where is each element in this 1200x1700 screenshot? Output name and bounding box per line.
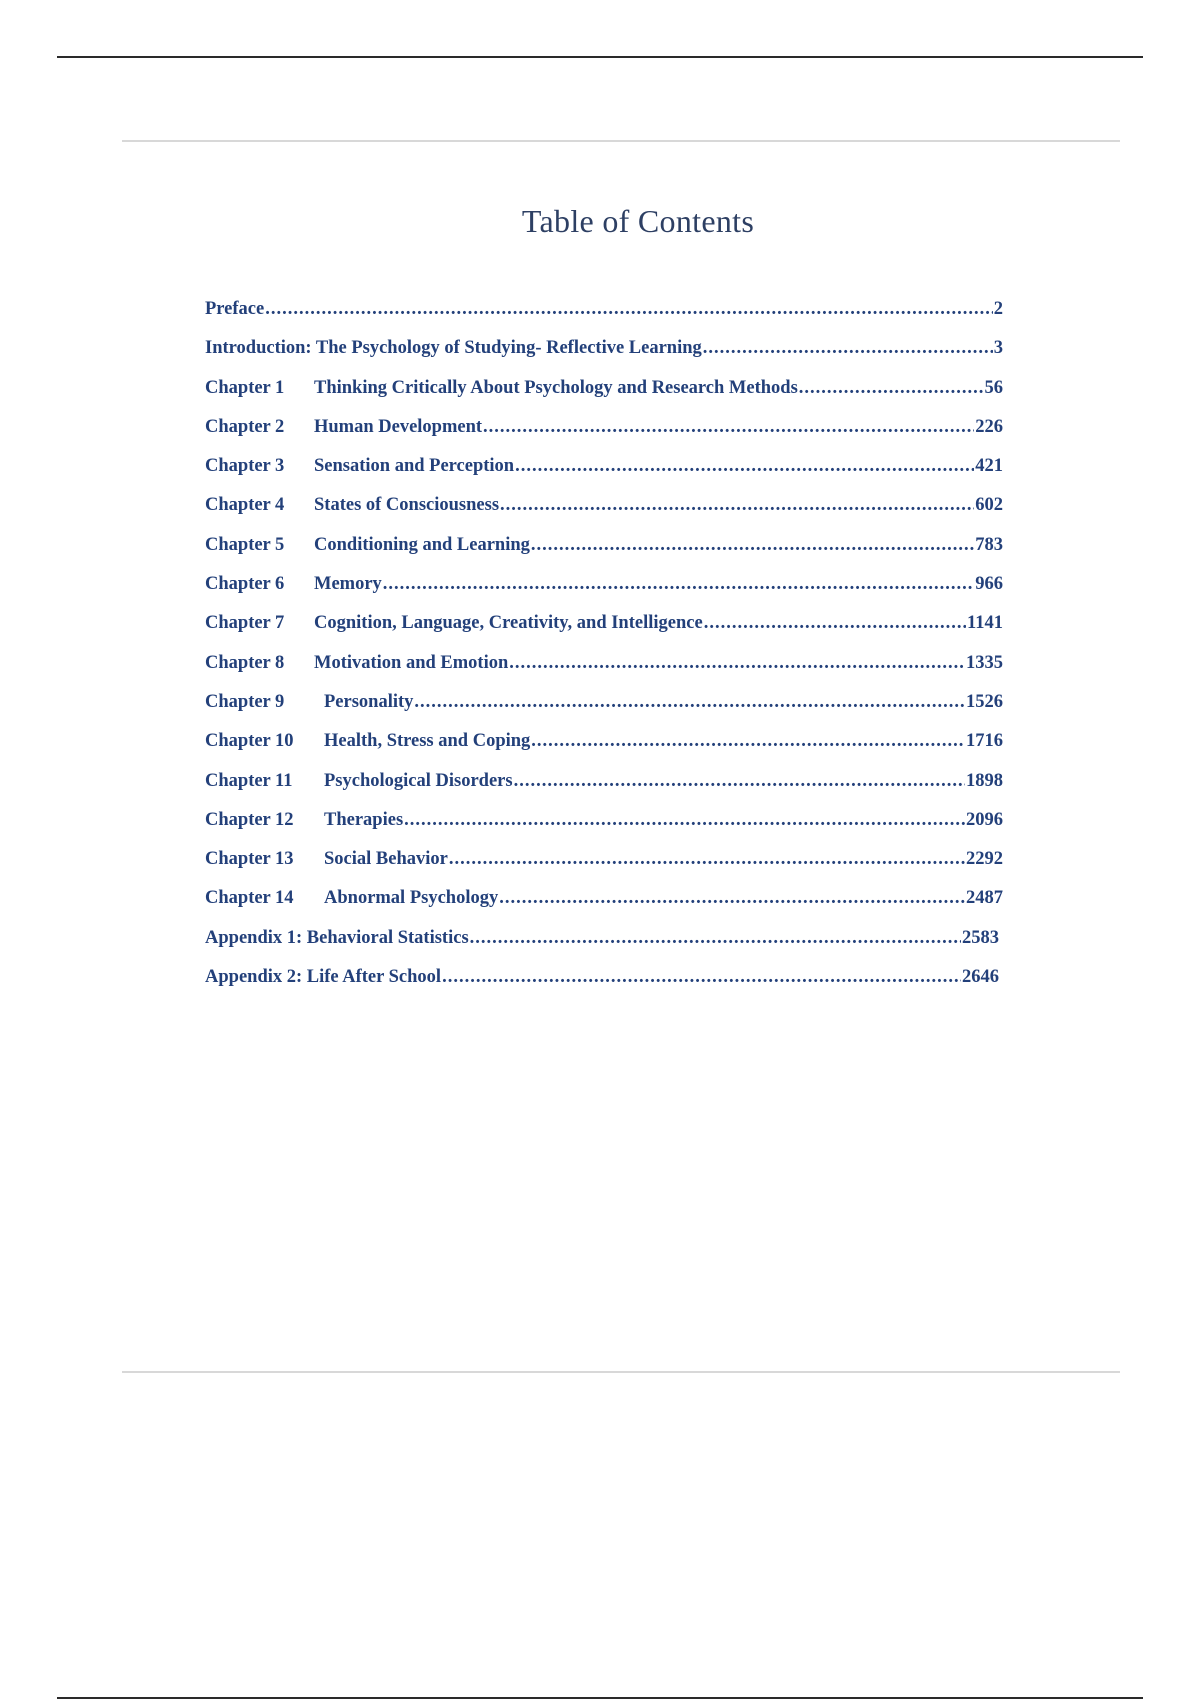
dot-leader	[404, 811, 965, 830]
toc-entry-label	[205, 379, 798, 398]
toc-chapter-number: Chapter 12	[205, 809, 294, 830]
toc-page-number: 2487	[966, 888, 1003, 909]
toc-entry-title: Personality	[324, 691, 414, 712]
toc-entry-label	[205, 811, 403, 830]
toc-page-number: 1526	[966, 691, 1003, 712]
toc-entry-introduction[interactable]	[205, 339, 1003, 378]
toc-chapter-number: Chapter 10	[205, 731, 294, 752]
toc-page-number: 226	[975, 416, 1003, 437]
dot-leader	[483, 418, 974, 437]
toc-entry-chapter-12[interactable]	[205, 811, 1003, 850]
toc-page-number: 1898	[966, 770, 1003, 791]
toc-entry-label	[205, 300, 264, 319]
page-top-border	[57, 56, 1143, 58]
dot-leader	[531, 732, 965, 751]
dot-leader	[704, 614, 966, 633]
toc-entry-title: Abnormal Psychology	[324, 888, 499, 909]
toc-page-number: 2096	[966, 809, 1003, 830]
toc-entry-chapter-10[interactable]	[205, 732, 1003, 771]
toc-chapter-number: Chapter 1	[205, 377, 285, 398]
toc-page-number: 783	[975, 534, 1003, 555]
toc-page-number: 56	[984, 377, 1003, 398]
toc-entry-chapter-13[interactable]	[205, 850, 1003, 889]
dot-leader	[531, 536, 974, 555]
toc-entry-appendix-1[interactable]	[205, 929, 999, 968]
dot-leader	[414, 693, 965, 712]
dot-leader	[515, 457, 974, 476]
toc-entry-label	[205, 693, 413, 712]
toc-chapter-number: Chapter 13	[205, 849, 294, 870]
toc-entry-label	[205, 929, 469, 948]
toc-entry-preface[interactable]	[205, 300, 1003, 339]
toc-entry-label	[205, 654, 508, 673]
toc-page-number: 602	[975, 495, 1003, 516]
toc-entry-title: Psychological Disorders	[324, 770, 513, 791]
toc-page-number: 1141	[967, 613, 1003, 634]
toc-chapter-number: Chapter 3	[205, 456, 285, 477]
toc-entry-chapter-9[interactable]	[205, 693, 1003, 732]
toc-page-number: 966	[975, 574, 1003, 595]
dot-leader	[514, 772, 965, 791]
table-of-contents	[205, 300, 1003, 1007]
toc-entry-label	[205, 496, 499, 515]
footer-divider	[122, 1371, 1120, 1373]
toc-entry-label	[205, 339, 702, 358]
toc-chapter-number: Chapter 5	[205, 534, 285, 555]
toc-entry-chapter-11[interactable]	[205, 772, 1003, 811]
toc-entry-title: Human Development	[314, 416, 483, 437]
toc-entry-title: States of Consciousness	[314, 495, 500, 516]
page-title: Table of Contents	[521, 203, 755, 239]
toc-entry-label	[205, 732, 530, 751]
header-divider	[122, 140, 1120, 142]
toc-entry-title: Therapies	[324, 809, 404, 830]
dot-leader	[265, 300, 993, 319]
toc-entry-title: Preface	[205, 299, 265, 319]
dot-leader	[499, 889, 965, 908]
toc-chapter-number: Chapter 7	[205, 613, 285, 634]
toc-page-number: 2583	[962, 927, 999, 948]
dot-leader	[470, 929, 961, 948]
toc-entry-title: Sensation and Perception	[314, 456, 515, 477]
toc-entry-chapter-5[interactable]	[205, 536, 1003, 575]
dot-leader	[383, 575, 974, 594]
toc-page-number: 2646	[962, 967, 999, 988]
toc-chapter-number: Chapter 11	[205, 770, 293, 791]
toc-chapter-number: Chapter 6	[205, 574, 285, 595]
toc-entry-label	[205, 457, 514, 476]
toc-chapter-number: Chapter 9	[205, 691, 285, 712]
toc-chapter-number: Chapter 4	[205, 495, 285, 516]
toc-entry-chapter-14[interactable]	[205, 889, 1003, 928]
toc-entry-label	[205, 418, 482, 437]
dot-leader	[509, 654, 965, 673]
dot-leader	[442, 968, 961, 987]
toc-entry-chapter-1[interactable]	[205, 379, 1003, 418]
toc-entry-title: Conditioning and Learning	[314, 534, 530, 555]
toc-page-number: 421	[975, 456, 1003, 477]
toc-entry-label	[205, 968, 441, 987]
dot-leader	[799, 379, 984, 398]
toc-page-number: 1335	[966, 652, 1003, 673]
toc-entry-chapter-6[interactable]	[205, 575, 1003, 614]
toc-entry-label	[205, 575, 382, 594]
toc-page-number: 3	[993, 338, 1003, 359]
toc-entry-chapter-3[interactable]	[205, 457, 1003, 496]
toc-page-number: 2292	[966, 849, 1003, 870]
toc-chapter-number: Chapter 14	[205, 888, 294, 909]
toc-chapter-number: Chapter 2	[205, 416, 285, 437]
toc-entry-title: Introduction: The Psychology of Studying- Reflective Learning	[205, 338, 702, 359]
toc-entry-chapter-7[interactable]	[205, 614, 1003, 653]
toc-entry-label	[205, 772, 513, 791]
toc-entry-title: Cognition, Language, Creativity, and Intelligence	[314, 613, 703, 634]
toc-entry-chapter-4[interactable]	[205, 496, 1003, 535]
toc-entry-chapter-2[interactable]	[205, 418, 1003, 457]
toc-entry-label	[205, 614, 703, 633]
toc-entry-chapter-8[interactable]	[205, 654, 1003, 693]
page-bottom-border	[57, 1697, 1143, 1699]
toc-entry-label	[205, 536, 530, 555]
toc-entry-title: Health, Stress and Coping	[324, 731, 531, 752]
toc-entry-title: Social Behavior	[324, 849, 448, 870]
toc-chapter-number: Chapter 8	[205, 652, 285, 673]
toc-page-number: 2	[993, 299, 1003, 319]
toc-entry-title: Thinking Critically About Psychology and Research Methods	[314, 377, 798, 398]
toc-entry-appendix-2[interactable]	[205, 968, 999, 1007]
dot-leader	[449, 850, 965, 869]
dot-leader	[703, 339, 993, 358]
toc-entry-title: Motivation and Emotion	[314, 652, 509, 673]
toc-entry-title: Appendix 2: Life After School	[205, 967, 442, 988]
toc-entry-label	[205, 850, 448, 869]
toc-entry-title: Memory	[314, 574, 382, 595]
toc-entry-title: Appendix 1: Behavioral Statistics	[205, 927, 469, 948]
toc-entry-label	[205, 889, 498, 908]
toc-page-number: 1716	[966, 731, 1003, 752]
dot-leader	[500, 496, 974, 515]
